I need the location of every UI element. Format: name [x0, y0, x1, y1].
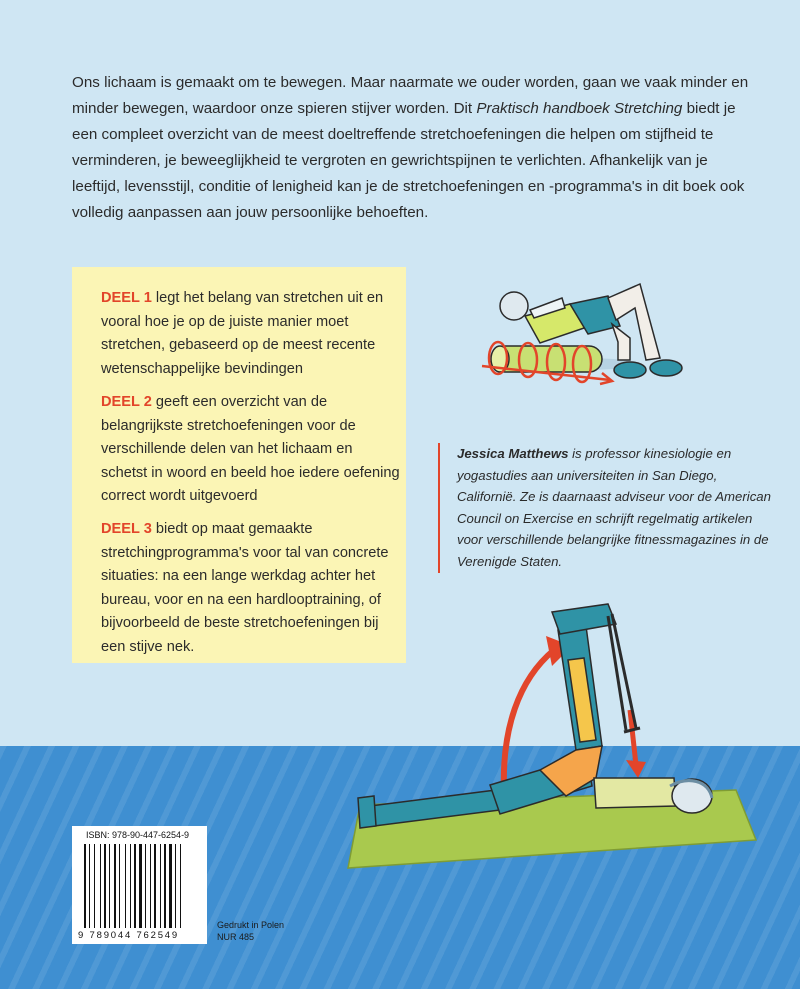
barcode-box: [72, 826, 207, 944]
barcode-bar: [125, 844, 126, 928]
barcode-bar: [84, 844, 86, 928]
barcode-bar: [160, 844, 161, 928]
author-description: is professor kinesiologie en yogastudies aan universiteiten in San Diego, Californië. Ze is daarnaast adviseur voor de American Council on Exercise en schrijft regelmatig artikelen voor verschillende belangrijke fitnessmagazines in de Verenigde Staten.: [457, 446, 771, 569]
intro-text-end: biedt je een compleet overzicht van de meest doeltreffende stretchoefeningen die helpen om stijfheid te verminderen, je beweeglijkheid te vergroten en gewrichtspijnen te verlichten. Afhankelijk van je leeftijd, levensstijl, conditie of lenigheid kan je de stretchoefeningen en -programma's in dit boek ook volledig aanpassen aan jouw persoonlijke behoeften.: [72, 100, 745, 221]
part-1-text: legt het belang van stretchen uit en vooral hoe je op de juiste manier moet stretchen, gebaseerd op de meest recente wetenschappelijke bevindingen: [101, 290, 384, 377]
author-bio-text: [457, 443, 775, 573]
barcode-bar: [109, 844, 110, 928]
barcode-bar: [89, 844, 90, 928]
barcode-bar: [114, 844, 116, 928]
barcode-bar: [94, 844, 95, 928]
barcode-bar: [150, 844, 151, 928]
part-2-text: geeft een overzicht van de belangrijkste stretchoefeningen voor de verschillende delen van het lichaam en schetst in woord en beeld hoe iedere oefening correct wordt uitgevoerd: [101, 394, 400, 504]
stretch-strap: [608, 614, 640, 732]
part-3-label: DEEL 3: [101, 521, 152, 537]
red-arrow-down-head: [626, 760, 646, 778]
barcode-bars: [84, 844, 196, 928]
part-1-label: DEEL 1: [101, 290, 152, 306]
barcode-bar: [130, 844, 131, 928]
hamstring-stretch-illustration: [340, 600, 760, 890]
intro-text-start: Ons lichaam is gemaakt om te bewegen. Maar naarmate we ouder worden, gaan we vaak minder en minder bewegen, waardoor onze spieren stijver worden. Dit: [72, 74, 749, 117]
barcode-bar: [154, 844, 156, 928]
printed-in-text: Gedrukt in Polen: [217, 920, 285, 930]
nur-code: NUR 485: [217, 932, 255, 942]
barcode-bar: [164, 844, 166, 928]
barcode-bar: [134, 844, 136, 928]
barcode-bar: [175, 844, 176, 928]
barcode-bar: [119, 844, 120, 928]
isbn-text: ISBN: 978-90-447-6254-9: [86, 830, 190, 840]
barcode-bar: [169, 844, 172, 928]
intro-paragraph: [72, 70, 752, 226]
barcode-bar: [145, 844, 146, 928]
barcode-bar: [139, 844, 142, 928]
stretching-person: [358, 604, 712, 828]
part-2-label: DEEL 2: [101, 394, 152, 410]
foam-roller-illustration: [470, 268, 710, 408]
book-title: Praktisch handboek Stretching: [476, 100, 683, 117]
author-name: Jessica Matthews: [457, 446, 569, 461]
author-bio: [438, 443, 775, 573]
barcode-bar: [180, 844, 181, 928]
part-3-text: biedt op maat gemaakte stretchingprogramma's voor tal van concrete situaties: na een lange werkdag achter het bureau, voor en na een hardlooptraining, of bijvoorbeeld de beste stretchoefeningen bij een stijve nek.: [101, 521, 389, 655]
barcode-bar: [100, 844, 101, 928]
barcode-bar: [104, 844, 106, 928]
part-2-description: [101, 391, 401, 509]
part-1-description: [101, 287, 401, 381]
barcode-digits: 9 789044 762549: [78, 930, 179, 941]
